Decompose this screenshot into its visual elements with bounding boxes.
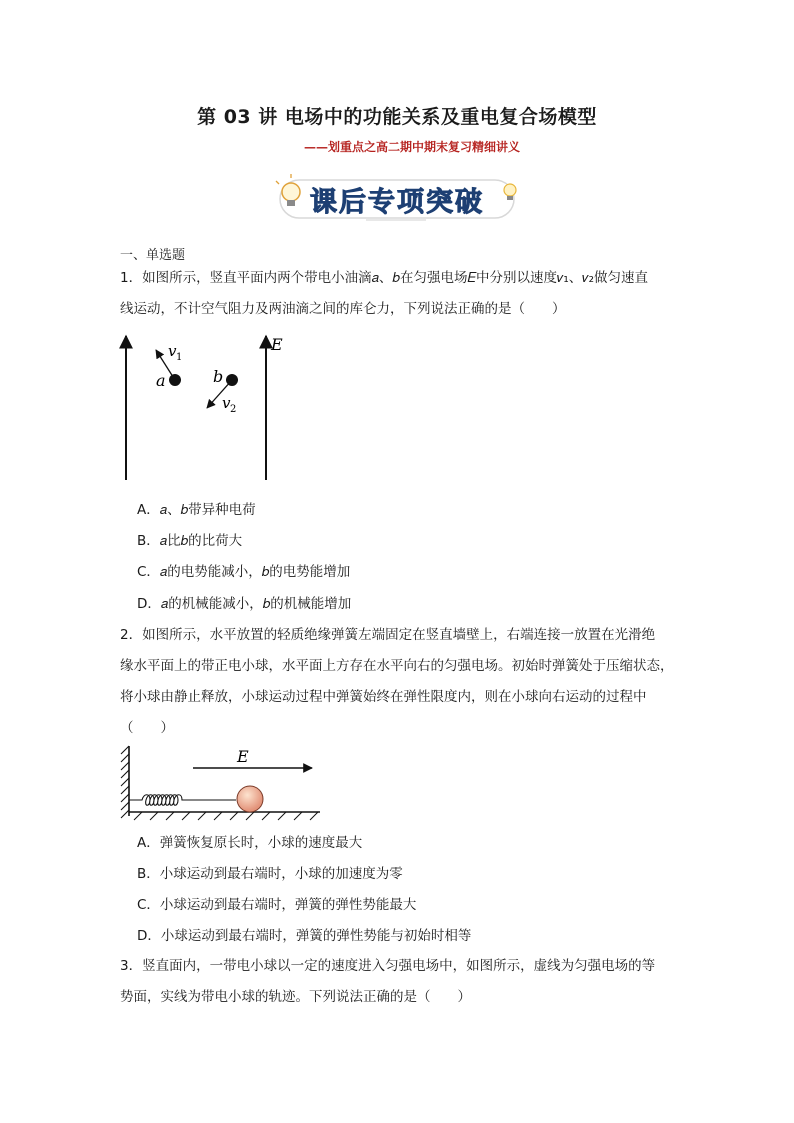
page-title: 第 03 讲 电场中的功能关系及重电复合场模型 xyxy=(197,106,597,128)
label-a: a xyxy=(156,371,166,390)
question-1-option-b: B．𝑎比𝑏的比荷大 xyxy=(137,533,243,549)
question-2-line: 2．如图所示，水平放置的轻质绝缘弹簧左端固定在竖直墙壁上，右端连接一放置在光滑绝 xyxy=(120,627,656,643)
question-1-line: 线运动，不计空气阻力及两油滴之间的库仑力，下列说法正确的是（ ） xyxy=(120,301,566,317)
question-1-option-d: D．𝑎的机械能减小，𝑏的机械能增加 xyxy=(137,596,352,612)
question-3-stem xyxy=(120,951,676,1013)
question-1-option-a: A．𝑎、𝑏带异种电荷 xyxy=(137,502,256,518)
field-label-E: E xyxy=(271,335,283,354)
floor xyxy=(129,812,320,820)
banner-logo xyxy=(266,172,528,224)
question-2-stem xyxy=(120,620,676,744)
question-2-line: 将小球由静止释放，小球运动过程中弹簧始终在弹性限度内，则在小球向右运动的过程中 xyxy=(120,689,647,705)
wall xyxy=(121,746,129,818)
label-v2-sub: 2 xyxy=(230,404,237,415)
question-3-line: 3．竖直面内，一带电小球以一定的速度进入匀强电场中，如图所示，虚线为匀强电场的等 xyxy=(120,958,656,974)
charged-ball xyxy=(237,786,263,812)
question-1-line: 1．如图所示，竖直平面内两个带电小油滴𝑎、𝑏在匀强电场𝐸中分别以速度𝑣₁、𝑣₂做匀速直 xyxy=(120,270,648,286)
label-v2: v xyxy=(222,394,231,412)
question-2-option-d: D．小球运动到最右端时，弹簧的弹性势能与初始时相等 xyxy=(137,928,472,944)
question-3-line: 势面，实线为带电小球的轨迹。下列说法正确的是（ ） xyxy=(120,989,471,1005)
banner-graphic xyxy=(266,172,528,224)
label-v1-sub: 1 xyxy=(176,352,183,363)
banner-text: 课后专项突破 xyxy=(310,187,484,218)
label-v1: v xyxy=(168,342,177,360)
question-2-option-b: B．小球运动到最右端时，小球的加速度为零 xyxy=(137,866,403,882)
question-2-option-a: A．弹簧恢复原长时，小球的速度最大 xyxy=(137,835,363,851)
spring xyxy=(129,795,236,806)
question-2-line: 缘水平面上的带正电小球，水平面上方存在水平向右的匀强电场。初始时弹簧处于压缩状态， xyxy=(120,658,674,674)
section-heading: 一、单选题 xyxy=(120,248,186,263)
question-2-figure xyxy=(120,740,330,826)
question-2-option-c: C．小球运动到最右端时，弹簧的弹性势能最大 xyxy=(137,897,417,913)
page-subtitle: ——划重点之高二期中期末复习精细讲义 xyxy=(303,140,520,154)
field-label-E: E xyxy=(237,747,249,766)
question-1-stem xyxy=(120,263,676,325)
question-1-option-c: C．𝑎的电势能减小，𝑏的电势能增加 xyxy=(137,564,351,580)
question-1-figure xyxy=(118,330,298,489)
question-2-line: （ ） xyxy=(120,720,174,736)
label-b: b xyxy=(213,367,224,386)
